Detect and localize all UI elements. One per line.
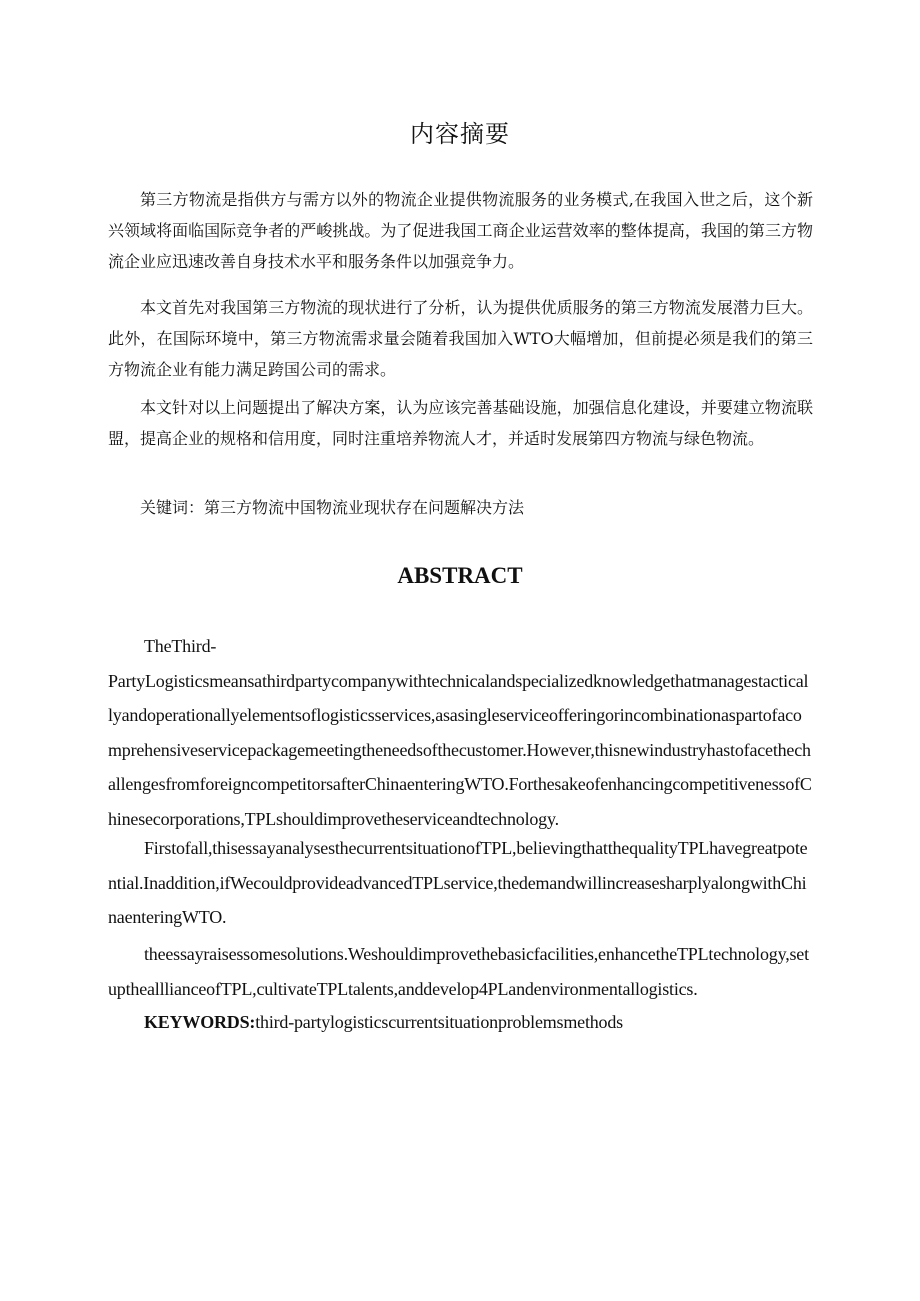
- english-paragraph-1-first-line: TheThird-: [144, 636, 217, 656]
- chinese-paragraph-3: 本文针对以上问题提出了解决方案，认为应该完善基础设施，加强信息化建设，并要建立物流联盟，提高企业的规格和信用度，同时注重培养物流人才，并适时发展第四方物流与绿色物流。: [108, 398, 813, 448]
- english-paragraph-1: [108, 629, 813, 836]
- chinese-keywords: 关键词：第三方物流中国物流业现状存在问题解决方法: [140, 498, 525, 517]
- english-paragraph-3: theessayraisessomesolutions.Weshouldimprovethebasicfacilities,enhancetheTPLtechnology,setupthealllianceofTPL,cultivateTPLtalents,anddevelop4PLandenvironmentallogistics.: [108, 944, 809, 999]
- chinese-paragraph-1: 第三方物流是指供方与需方以外的物流企业提供物流服务的业务模式,在我国入世之后，这个新兴领域将面临国际竞争者的严峻挑战。为了促进我国工商企业运营效率的整体提高，我国的第三方物流企业应迅速改善自身技术水平和服务条件以加强竞争力。: [108, 190, 813, 271]
- english-paragraph-2: Firstofall,thisessayanalysesthecurrentsituationofTPL,believingthatthequalityTPLhavegreatpotential.Inaddition,ifWecouldprovideadvancedTPLservice,thedemandwillincreasesharplyalongwithChinaenteringWTO.: [108, 838, 808, 927]
- english-keywords: [108, 1005, 813, 1040]
- chinese-abstract-title: 内容摘要: [410, 120, 510, 148]
- chinese-paragraph-2: 本文首先对我国第三方物流的现状进行了分析，认为提供优质服务的第三方物流发展潜力巨大。此外，在国际环境中，第三方物流需求量会随着我国加入WTO大幅增加，但前提必须是我们的第三方物流企业有能力满足跨国公司的需求。: [108, 298, 813, 379]
- keywords-label: KEYWORDS:: [144, 1012, 256, 1032]
- english-paragraph-1-body: PartyLogisticsmeansathirdpartycompanywithtechnicalandspecializedknowledgethatmanagestacticallyandoperationallyelementsoflogisticsservices,asasingleserviceofferingorincombinationaspartofacomprehensiveservicepackagemeetingtheneedsofthecustomer.However,thisnewindustryhastofacethechallengesfromforeigncompetitorsafterChinaenteringWTO.ForthesakeofenhancingcompetitivenessofChinesecorporations,TPLshouldimprovetheserviceandtechnology.: [108, 670, 812, 829]
- english-abstract-title: ABSTRACT: [397, 563, 523, 588]
- keywords-text: third-partylogisticscurrentsituationproblemsmethods: [255, 1012, 623, 1032]
